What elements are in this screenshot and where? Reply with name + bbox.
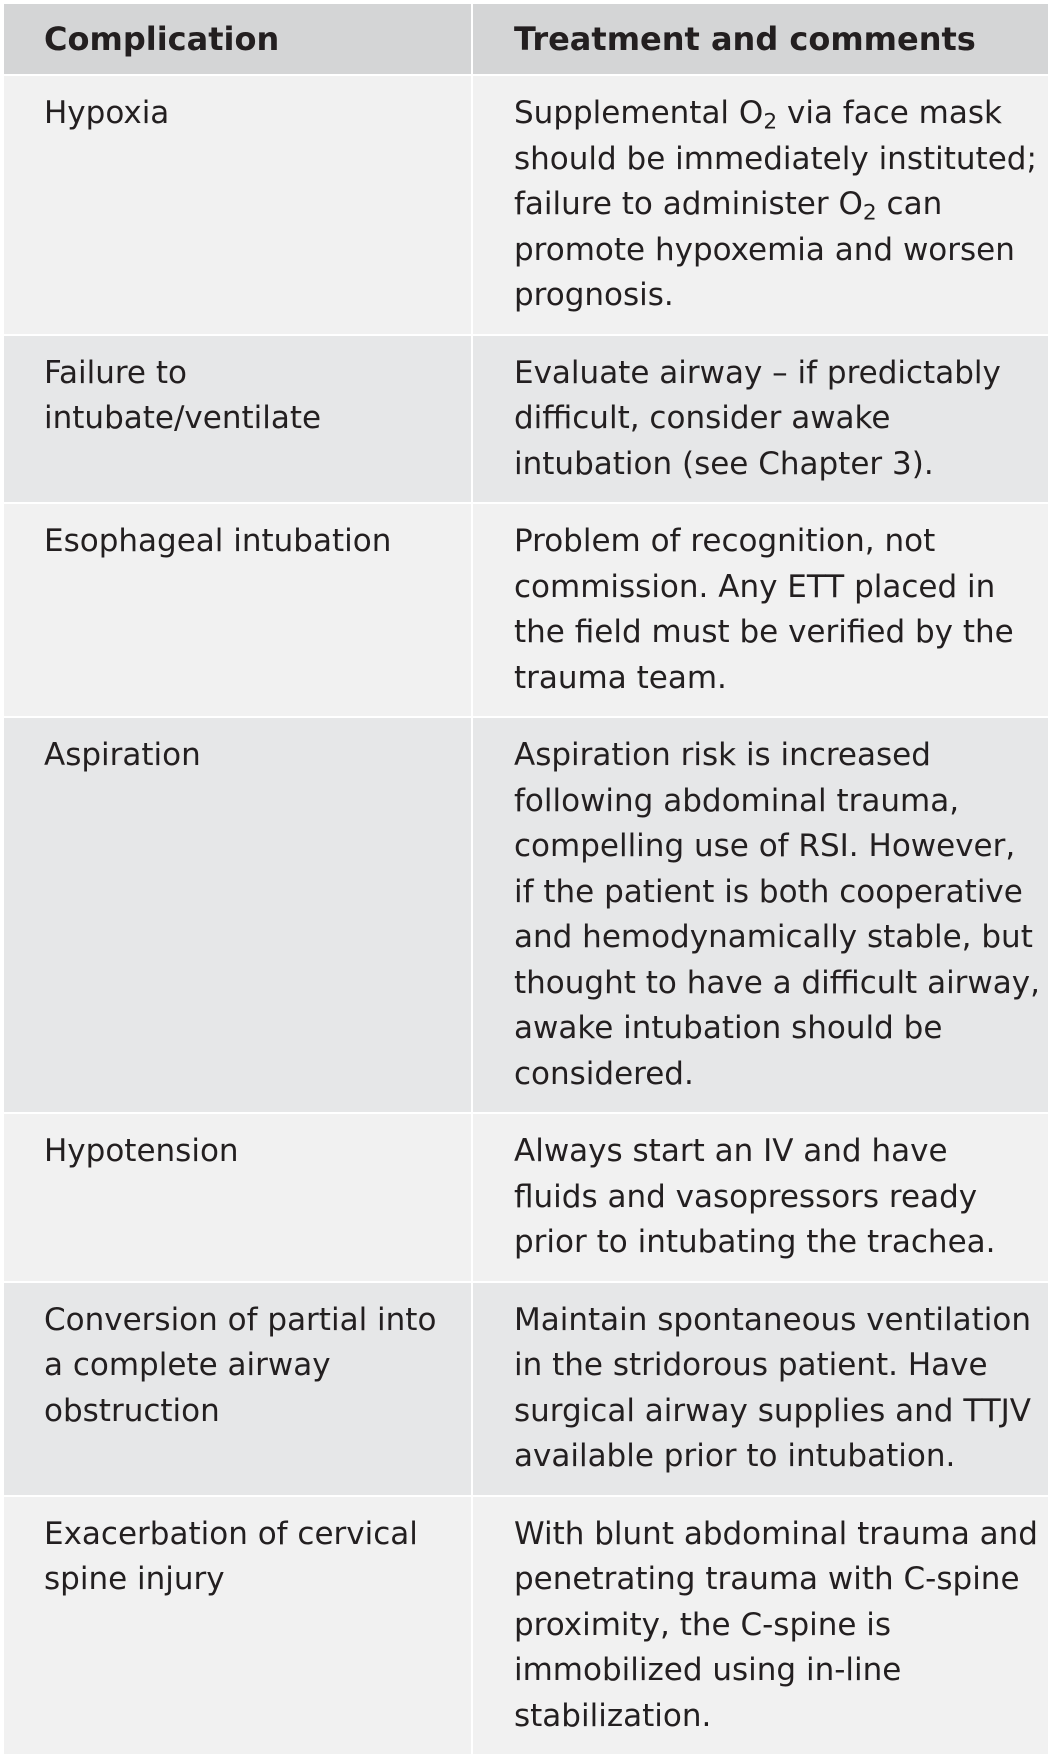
table-row xyxy=(4,334,1048,503)
complication-cell: Exacerbation of cervical spine injury xyxy=(4,1495,471,1754)
table-row xyxy=(4,716,1048,1112)
table-row xyxy=(4,1495,1048,1754)
treatment-cell: Aspiration risk is increased following abdominal trauma, compelling use of RSI. However, if the patient is both cooperative and hemodynamically stable, but thought to have a difficult airway, awake intubation should be considered. xyxy=(471,716,1048,1112)
header-treatment: Treatment and comments xyxy=(471,4,1048,74)
complication-cell: Hypotension xyxy=(4,1112,471,1281)
treatment-cell: Maintain spontaneous ventilation in the stridorous patient. Have surgical airway supplies and TTJV available prior to intubation. xyxy=(471,1281,1048,1495)
table-row xyxy=(4,1112,1048,1281)
table-row xyxy=(4,502,1048,716)
complication-cell: Hypoxia xyxy=(4,74,471,334)
treatment-cell: With blunt abdominal trauma and penetrating trauma with C-spine proximity, the C-spine is immobilized using in-line stabilization. xyxy=(471,1495,1048,1754)
complications-table-container xyxy=(4,4,1048,1754)
header-complication: Complication xyxy=(4,4,471,74)
treatment-cell: Supplemental $O_2$ via face mask should be immediately instituted; failure to administer $O_2$ can promote hypoxemia and worsen prognosis. xyxy=(471,74,1048,334)
complications-table xyxy=(4,4,1048,1754)
treatment-cell: Problem of recognition, not commission. Any ETT placed in the field must be verified by the trauma team. xyxy=(471,502,1048,716)
treatment-cell: Evaluate airway – if predictably difficult, consider awake intubation (see Chapter 3). xyxy=(471,334,1048,503)
treatment-cell: Always start an IV and have fluids and vasopressors ready prior to intubating the trachea. xyxy=(471,1112,1048,1281)
complication-cell: Conversion of partial into a complete airway obstruction xyxy=(4,1281,471,1495)
complication-cell: Failure to intubate/ventilate xyxy=(4,334,471,503)
complication-cell: Aspiration xyxy=(4,716,471,1112)
table-row xyxy=(4,74,1048,334)
table-row xyxy=(4,1281,1048,1495)
complication-cell: Esophageal intubation xyxy=(4,502,471,716)
table-header-row xyxy=(4,4,1048,74)
